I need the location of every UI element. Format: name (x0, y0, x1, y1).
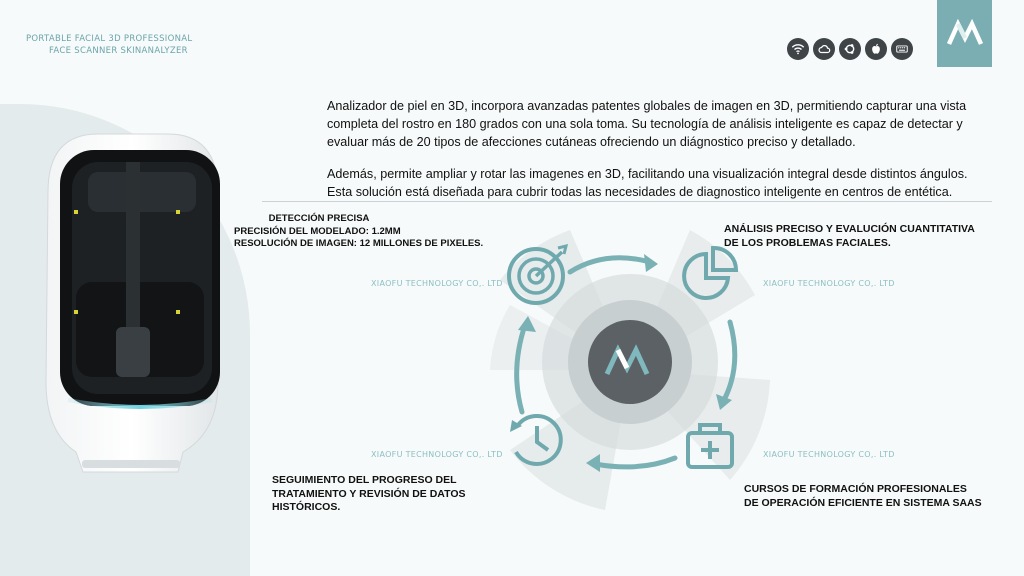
product-subtitle: PORTABLE FACIAL 3D PROFESSIONAL FACE SCANNER SKINANALYZER (26, 34, 193, 56)
description-paragraph-1: Analizador de piel en 3D, incorpora avanzadas patentes globales de imagen en 3D, permitiendo capturar una vista completa del rostro en 180 grados con una sola toma. Su tecnología de análisis inteligente es capaz de detectar y evaluar más de 20 tipos de afecciones cutáneas ofreciendo un diágnostico preciso y detallado. (327, 99, 967, 149)
brand-logo-icon (946, 19, 984, 49)
keyboard-icon (891, 38, 913, 60)
section-divider (262, 201, 992, 202)
platform-icons (787, 38, 913, 60)
feature-precise-detection: DETECCIÓN PRECISA PRECISIÓN DEL MODELADO: 1.2MM RESOLUCIÓN DE IMAGEN: 12 MILLONES DE PIXELES. (234, 213, 484, 249)
feature-training-courses: CURSOS DE FORMACIÓN PROFESIONALES DE OPERACIÓN EFICIENTE EN SISTEMA SAAS (744, 483, 982, 509)
feature-quantitative-analysis: ANÁLISIS PRECISO Y EVALUCIÓN CUANTITATIVA DE LOS PROBLEMAS FACIALES. (724, 223, 975, 249)
wifi-icon (787, 38, 809, 60)
description-paragraph-2: Además, permite ampliar y rotar las imagenes en 3D, facilitando una visualización integral desde distintos ángulos. Esta solución está diseñada para cubrir todas las necesidades de diagnostico inteligente en centros de entética. (327, 167, 968, 199)
feature-cycle-diagram (480, 220, 780, 520)
watermark: XIAOFU TECHNOLOGY CO,. LTD (763, 450, 895, 459)
face-scanner-device (28, 132, 226, 477)
ubuntu-icon (839, 38, 861, 60)
watermark: XIAOFU TECHNOLOGY CO,. LTD (763, 279, 895, 288)
watermark: XIAOFU TECHNOLOGY CO,. LTD (371, 450, 503, 459)
product-description (327, 97, 987, 201)
brand-logo (937, 0, 992, 67)
apple-icon (865, 38, 887, 60)
cloud-icon (813, 38, 835, 60)
feature-progress-tracking: SEGUIMIENTO DEL PROGRESO DEL TRATAMIENTO Y REVISIÓN DE DATOS HISTÓRICOS. (272, 474, 466, 513)
watermark: XIAOFU TECHNOLOGY CO,. LTD (371, 279, 503, 288)
